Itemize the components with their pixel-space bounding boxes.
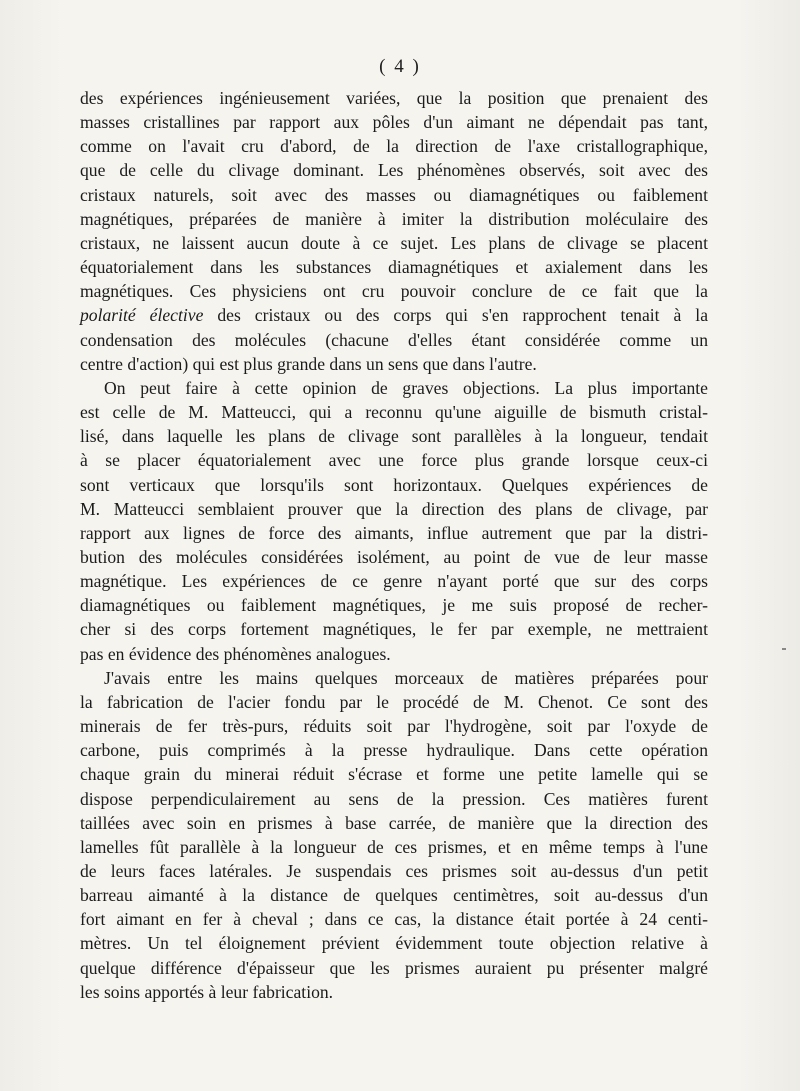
italic-term: polarité élective [80, 305, 204, 326]
body-text [80, 86, 708, 1004]
text-line: cher si des corps fortement magnétiques, le fer par exemple, ne mettraient [80, 619, 708, 640]
text-line: lisé, dans laquelle les plans de clivage sont parallèles à la longueur, tendait [80, 426, 708, 447]
text-line: équatorialement dans les substances diamagnétiques et axialement dans les [80, 257, 708, 278]
paragraph-3 [80, 666, 708, 1004]
text-line: chaque grain du minerai réduit s'écrase et forme une petite lamelle qui se [80, 764, 708, 785]
text-line: la fabrication de l'acier fondu par le procédé de M. Chenot. Ce sont des [80, 691, 708, 712]
text-line: pas en évidence des phénomènes analogues. [80, 643, 391, 664]
text-line: les soins apportés à leur fabrication. [80, 981, 334, 1002]
text-line: magnétiques, préparées de manière à imiter la distribution moléculaire des [80, 208, 708, 229]
text-line: de leurs faces latérales. Je suspendais ces prismes soit au-dessus d'un petit [80, 861, 708, 881]
paragraph-2 [80, 376, 708, 666]
text-line: barreau aimanté à la distance de quelques centimètres, soit au-dessus d'un [80, 885, 708, 906]
paragraph-1 [80, 86, 708, 376]
text-line: M. Matteucci semblaient prouver que la direction des plans de clivage, par [80, 498, 708, 519]
text-line: magnétiques. Ces physiciens ont cru pouvoir conclure de ce fait que la [80, 281, 708, 302]
page-number: ( 4 ) [379, 56, 421, 77]
text-line: lamelles fût parallèle à la longueur de ces prismes, et en même temps à l'une [80, 836, 708, 857]
text-line: mètres. Un tel éloignement prévient évidemment toute objection relative à [80, 933, 708, 954]
text-line: J'avais entre les mains quelques morceaux de matières préparées pour [104, 667, 708, 688]
text-line: que de celle du clivage dominant. Les phénomènes observés, soit avec des [80, 160, 708, 181]
text-line: taillées avec soin en prismes à base carrée, de manière que la direction des [80, 812, 708, 833]
text-line: condensation des molécules (chacune d'elles étant considérée comme un [80, 329, 708, 350]
text-line: dispose perpendiculairement au sens de la pression. Ces matières furent [80, 788, 708, 809]
text-line: cristaux naturels, soit avec des masses ou diamagnétiques ou faiblement [80, 184, 708, 205]
text-line: diamagnétiques ou faiblement magnétiques, je me suis proposé de recher- [80, 595, 708, 616]
text-line: masses cristallines par rapport aux pôles d'un aimant ne dépendait pas tant, [80, 112, 708, 133]
text-line: magnétique. Les expériences de ce genre n'ayant porté que sur des corps [80, 571, 708, 592]
text-line: est celle de M. Matteucci, qui a reconnu qu'une aiguille de bismuth cristal- [80, 402, 708, 423]
text-line: cristaux, ne laissent aucun doute à ce sujet. Les plans de clivage se placent [80, 232, 708, 253]
text-line: bution des molécules considérées isolément, au point de vue de leur masse [80, 546, 708, 567]
text-line-italic [80, 303, 708, 327]
text-fragment: des cristaux ou des corps qui s'en rapprochent tenait à la [203, 305, 708, 326]
text-line: On peut faire à cette opinion de graves objections. La plus importante [104, 377, 708, 398]
text-line: rapport aux lignes de force des aimants, influe autrement que par la distri- [80, 522, 708, 543]
text-line: quelque différence d'épaisseur que les prismes auraient pu présenter malgré [80, 957, 708, 978]
text-line: sont verticaux que lorsqu'ils sont horizontaux. Quelques expériences de [80, 474, 708, 495]
text-line: minerais de fer très-purs, réduits soit par l'hydrogène, soit par l'oxyde de [80, 716, 708, 737]
margin-mark [782, 648, 786, 650]
text-line: des expériences ingénieusement variées, que la position que prenaient des [80, 88, 708, 108]
text-line: fort aimant en fer à cheval ; dans ce cas, la distance était portée à 24 centi- [80, 909, 708, 930]
text-line: centre d'action) qui est plus grande dans un sens que dans l'autre. [80, 353, 537, 374]
text-line: à se placer équatorialement avec une force plus grande lorsque ceux-ci [80, 450, 708, 471]
text-line: carbone, puis comprimés à la presse hydraulique. Dans cette opération [80, 740, 708, 761]
text-line: comme on l'avait cru d'abord, de la direction de l'axe cristallographique, [80, 136, 708, 157]
